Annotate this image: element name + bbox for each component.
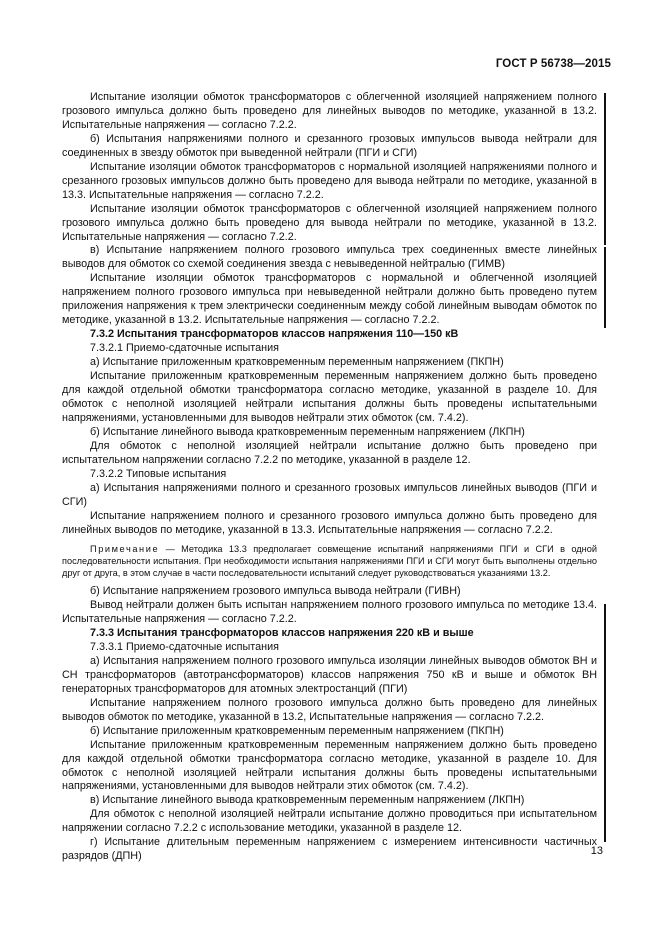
paragraph: б) Испытание напряжением грозового импульса вывода нейтрали (ГИВН) (90, 585, 461, 598)
note (62, 543, 597, 580)
paragraph: в) Испытание линейного вывода кратковременным переменным напряжением (ЛКПН) (90, 794, 525, 807)
paragraph: Испытание приложенным кратковременным переменным напряжением должно быть проведено для каждой отдельной обмотки трансформатора согласно методике, указанной в разделе 10. Для обмоток с неполной изоляцией нейтрали испытания должны быть проведены испытательными напряжениями, установленными для выводов нейтрали этих обмоток (см. 7.4.2). (62, 738, 597, 793)
note-label: Примечание (90, 543, 160, 554)
section-heading: 7.3.3 Испытания трансформаторов классов напряжения 220 кВ и выше (90, 626, 474, 639)
paragraph: б) Испытание приложенным кратковременным переменным напряжением (ПКПН) (90, 724, 504, 737)
note-text: — Методика 13.3 предполагает совмещение испытаний напряжениями ПГИ и СГИ в одной последовательности испытания. При необходимости испытания напряжениями ПГИ и СГИ могут быть выполнены отдельно друг от друга, в этом случае в части последовательности испытаний следует руководствоваться указаниями 13.2. (62, 543, 597, 578)
paragraph: в) Испытание напряжением полного грозового импульса трех соединенных вместе линейных выводов для обмоток со схемой соединения звезда с невыведенной нейтралью (ГИМВ) (62, 244, 597, 271)
paragraph: Испытание изоляции обмоток трансформаторов с облегченной изоляцией напряжением полного грозового импульса должно быть проведено для линейных выводов по методике, указанной в 13.2. Испытательные напряжения — согласно 7.2.2. (62, 91, 597, 131)
body-text (62, 91, 597, 864)
paragraph: а) Испытание приложенным кратковременным переменным напряжением (ПКПН) (90, 356, 504, 369)
paragraph: Испытание изоляции обмоток трансформаторов с облегченной изоляцией напряжением полного грозового импульса должно быть проведено для вывода нейтрали по методике, указанной в 13.2. Испытательные напряжения — согласно 7.2.2. (62, 202, 597, 243)
change-bar (604, 604, 606, 842)
paragraph: г) Испытание длительным переменным напряжением с измерением интенсивности частичных разрядов (ДПН) (62, 836, 597, 863)
change-bar (604, 247, 606, 328)
paragraph: Испытание напряжением полного и срезанного грозового импульса должно быть проведено для линейных выводов по методике, указанной в 13.3. Испытательные напряжения — согласно 7.2.2. (62, 509, 597, 536)
paragraph: Испытание напряжением полного грозового импульса должно быть проведено для линейных выводов обмоток по методике, указанной в 13.2, Испытательные напряжения — согласно 7.2.2. (62, 696, 597, 723)
paragraph: а) Испытания напряжением полного грозового импульса изоляции линейных выводов обмоток ВН и СН трансформаторов (автотрансформаторов) классов напряжения 750 кВ и выше и обмоток ВН генераторных трансформаторов для атомных электростанций (ПГИ) (62, 654, 597, 695)
paragraph: а) Испытания напряжениями полного и срезанного грозовых импульсов линейных выводов (ПГИ и СГИ) (62, 481, 597, 508)
subsection-heading: 7.3.3.1 Приемо-сдаточные испытания (90, 640, 279, 653)
paragraph: Для обмоток с неполной изоляцией нейтрали испытание должно быть проведено при испытательном напряжении согласно 7.2.2 по методике, указанной в разделе 12. (62, 439, 597, 466)
paragraph: Испытание изоляции обмоток трансформаторов с нормальной изоляцией напряжениями полного и срезанного грозовых импульсов должно быть проведено для вывода нейтрали по методике, указанной в 13.3. Испытательные напряжения — согласно 7.2.2. (62, 160, 597, 201)
paragraph: Испытание изоляции обмоток трансформаторов с нормальной и облегченной изоляцией напряжением полного грозового импульса при невыведенной нейтрали должно быть проведено путем приложения напряжения к трем электрически соединенным между собой линейным выводам обмоток по методике, указанной в 13.2. Испытательные напряжения — согласно 7.2.2. (62, 272, 597, 327)
paragraph: Испытание приложенным кратковременным переменным напряжением должно быть проведено для каждой отдельной обмотки трансформатора согласно методике, указанной в разделе 10. Для обмоток с неполной изоляцией нейтрали испытания должны быть проведены испытательными напряжениями, установленными для выводов нейтрали этих обмоток (см. 7.4.2). (62, 370, 597, 424)
paragraph: Вывод нейтрали должен быть испытан напряжением полного грозового импульса по методике 13.4. Испытательные напряжения — согласно 7.2.2. (62, 599, 597, 626)
subsection-heading: 7.3.2.2 Типовые испытания (90, 467, 227, 480)
change-bar (604, 93, 606, 245)
section-heading: 7.3.2 Испытания трансформаторов классов напряжения 110—150 кВ (90, 328, 459, 341)
paragraph: Для обмоток с неполной изоляцией нейтрали испытание должно проводиться при испытательном напряжении согласно 7.2.2 с использование методики, указанной в разделе 12. (62, 808, 597, 835)
subsection-heading: 7.3.2.1 Приемо-сдаточные испытания (90, 342, 279, 355)
paragraph: б) Испытания напряжениями полного и срезанного грозовых импульсов вывода нейтрали для соединенных в звезду обмоток при выведенной нейтрали (ПГИ и СГИ) (62, 132, 597, 159)
paragraph: б) Испытание линейного вывода кратковременным переменным напряжением (ЛКПН) (90, 425, 525, 438)
page-number: 13 (590, 845, 603, 857)
doc-code: ГОСТ Р 56738—2015 (495, 58, 611, 70)
